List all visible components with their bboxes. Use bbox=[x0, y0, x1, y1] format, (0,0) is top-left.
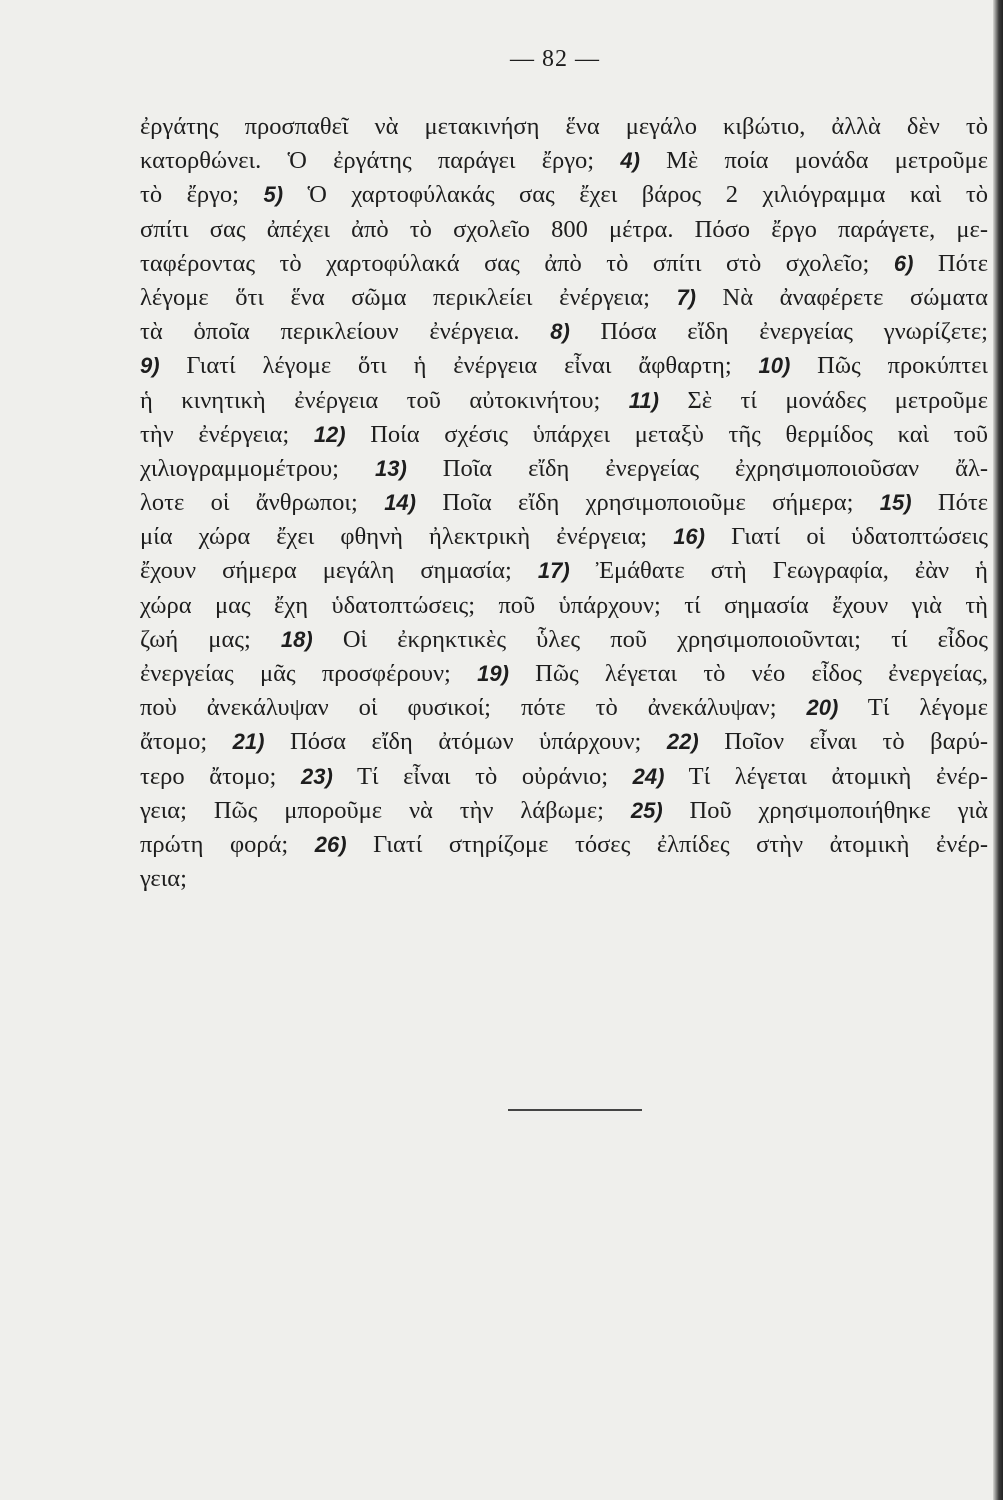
question-number: 5) bbox=[263, 182, 284, 208]
text-line: σπίτι σας ἀπέχει ἀπὸ τὸ σχολεῖο 800 μέτρα. Πόσο ἔργο παράγετε, με- bbox=[140, 215, 988, 243]
question-number: 11) bbox=[628, 387, 659, 413]
question-number: 17) bbox=[537, 558, 570, 584]
text-line: λοτε οἱ ἄνθρωποι; 14) Ποῖα εἴδη χρησιμοποιοῦμε σήμερα; 15) Πότε bbox=[140, 489, 989, 517]
text-line: κατορθώνει. Ὁ ἐργάτης παράγει ἔργο; 4) Μὲ ποία μονάδα μετροῦμε bbox=[140, 147, 988, 175]
text-line: γεια; Πῶς μποροῦμε νὰ τὴν λάβωμε; 25) Ποῦ χρησιμοποιήθηκε γιὰ bbox=[140, 796, 988, 824]
text-line: τὰ ὁποῖα περικλείουν ἐνέργεια. 8) Πόσα εἴδη ἐνεργείας γνωρίζετε; bbox=[140, 318, 988, 346]
text-line: τὴν ἐνέργεια; 12) Ποία σχέσις ὑπάρχει μεταξὺ τῆς θερμίδος καὶ τοῦ bbox=[140, 420, 988, 448]
question-number: 13) bbox=[374, 455, 407, 481]
text-line: ἐργάτης προσπαθεῖ νὰ μετακινήση ἕνα μεγάλο κιβώτιο, ἀλλὰ δὲν τὸ bbox=[140, 113, 988, 140]
question-number: 18) bbox=[280, 626, 313, 652]
text-line: πρώτη φορά; 26) Γιατί στηρίζομε τόσες ἐλπίδες στὴν ἀτομικὴ ἐνέρ- bbox=[140, 830, 988, 858]
question-number: 4) bbox=[620, 148, 640, 174]
text-line: 9) Γιατί λέγομε ὅτι ἡ ἐνέργεια εἶναι ἄφθαρτη; 10) Πῶς προκύπτει bbox=[140, 352, 988, 380]
text-line: ἐνεργείας μᾶς προσφέρουν; 19) Πῶς λέγεται τὸ νέο εἶδος ἐνεργείας, bbox=[140, 660, 988, 687]
scan-page-edge bbox=[993, 0, 1003, 1500]
section-divider bbox=[508, 1109, 642, 1111]
text-line: ἄτομο; 21) Πόσα εἴδη ἀτόμων ὑπάρχουν; 22) Ποῖον εἶναι τὸ βαρύ- bbox=[140, 728, 988, 756]
question-number: 12) bbox=[313, 421, 346, 447]
question-number: 8) bbox=[550, 319, 570, 345]
text-line: τὸ ἔργο; 5) Ὁ χαρτοφύλακάς σας ἔχει βάρος 2 χιλιόγραμμα καὶ τὸ bbox=[140, 181, 988, 209]
text-line: ἡ κινητικὴ ἐνέργεια τοῦ αὐτοκινήτου; 11) Σὲ τί μονάδες μετροῦμε bbox=[140, 386, 989, 414]
text-line: γεια; bbox=[140, 865, 187, 893]
question-number: 7) bbox=[676, 284, 696, 310]
question-number: 26) bbox=[314, 831, 347, 857]
page-number: — 82 — bbox=[510, 46, 600, 72]
text-line: ταφέροντας τὸ χαρτοφύλακά σας ἀπὸ τὸ σπίτι στὸ σχολεῖο; 6) Πότε bbox=[140, 249, 988, 277]
question-number: 15) bbox=[879, 490, 912, 516]
question-number: 21) bbox=[232, 729, 265, 755]
question-number: 14) bbox=[384, 490, 416, 516]
text-line: τερο ἄτομο; 23) Τί εἶναι τὸ οὐράνιο; 24) Τί λέγεται ἀτομικὴ ἐνέρ- bbox=[140, 762, 989, 790]
question-number: 23) bbox=[300, 763, 333, 789]
text-line: χώρα μας ἔχη ὑδατοπτώσεις; ποῦ ὑπάρχουν; τί σημασία ἔχουν γιὰ τὴ bbox=[140, 591, 988, 619]
question-paragraph bbox=[140, 110, 988, 896]
text-line: ζωή μας; 18) Οἱ ἐκρηκτικὲς ὗλες ποῦ χρησιμοποιοῦνται; τί εἶδος bbox=[140, 625, 989, 653]
question-number: 25) bbox=[630, 797, 663, 823]
question-number: 9) bbox=[140, 353, 160, 379]
question-number: 19) bbox=[477, 661, 509, 686]
question-number: 20) bbox=[806, 695, 839, 721]
text-line: λέγομε ὅτι ἕνα σῶμα περικλείει ἐνέργεια; 7) Νὰ ἀναφέρετε σώματα bbox=[140, 283, 988, 311]
question-number: 16) bbox=[673, 524, 705, 550]
question-number: 10) bbox=[758, 353, 791, 379]
text-line: ἔχουν σήμερα μεγάλη σημασία; 17) Ἐμάθατε στὴ Γεωγραφία, ἐὰν ἡ bbox=[140, 557, 988, 585]
question-number: 24) bbox=[632, 763, 665, 789]
text-line: χιλιογραμμομέτρου; 13) Ποῖα εἴδη ἐνεργείας ἐχρησιμοποιοῦσαν ἄλ- bbox=[140, 454, 988, 482]
text-line: ποὺ ἀνεκάλυψαν οἱ φυσικοί; πότε τὸ ἀνεκάλυψαν; 20) Τί λέγομε bbox=[140, 694, 988, 722]
text-line: μία χώρα ἔχει φθηνὴ ἠλεκτρικὴ ἐνέργεια; 16) Γιατί οἱ ὑδατοπτώσεις bbox=[140, 523, 988, 551]
question-number: 22) bbox=[666, 729, 699, 755]
question-number: 6) bbox=[893, 250, 914, 276]
